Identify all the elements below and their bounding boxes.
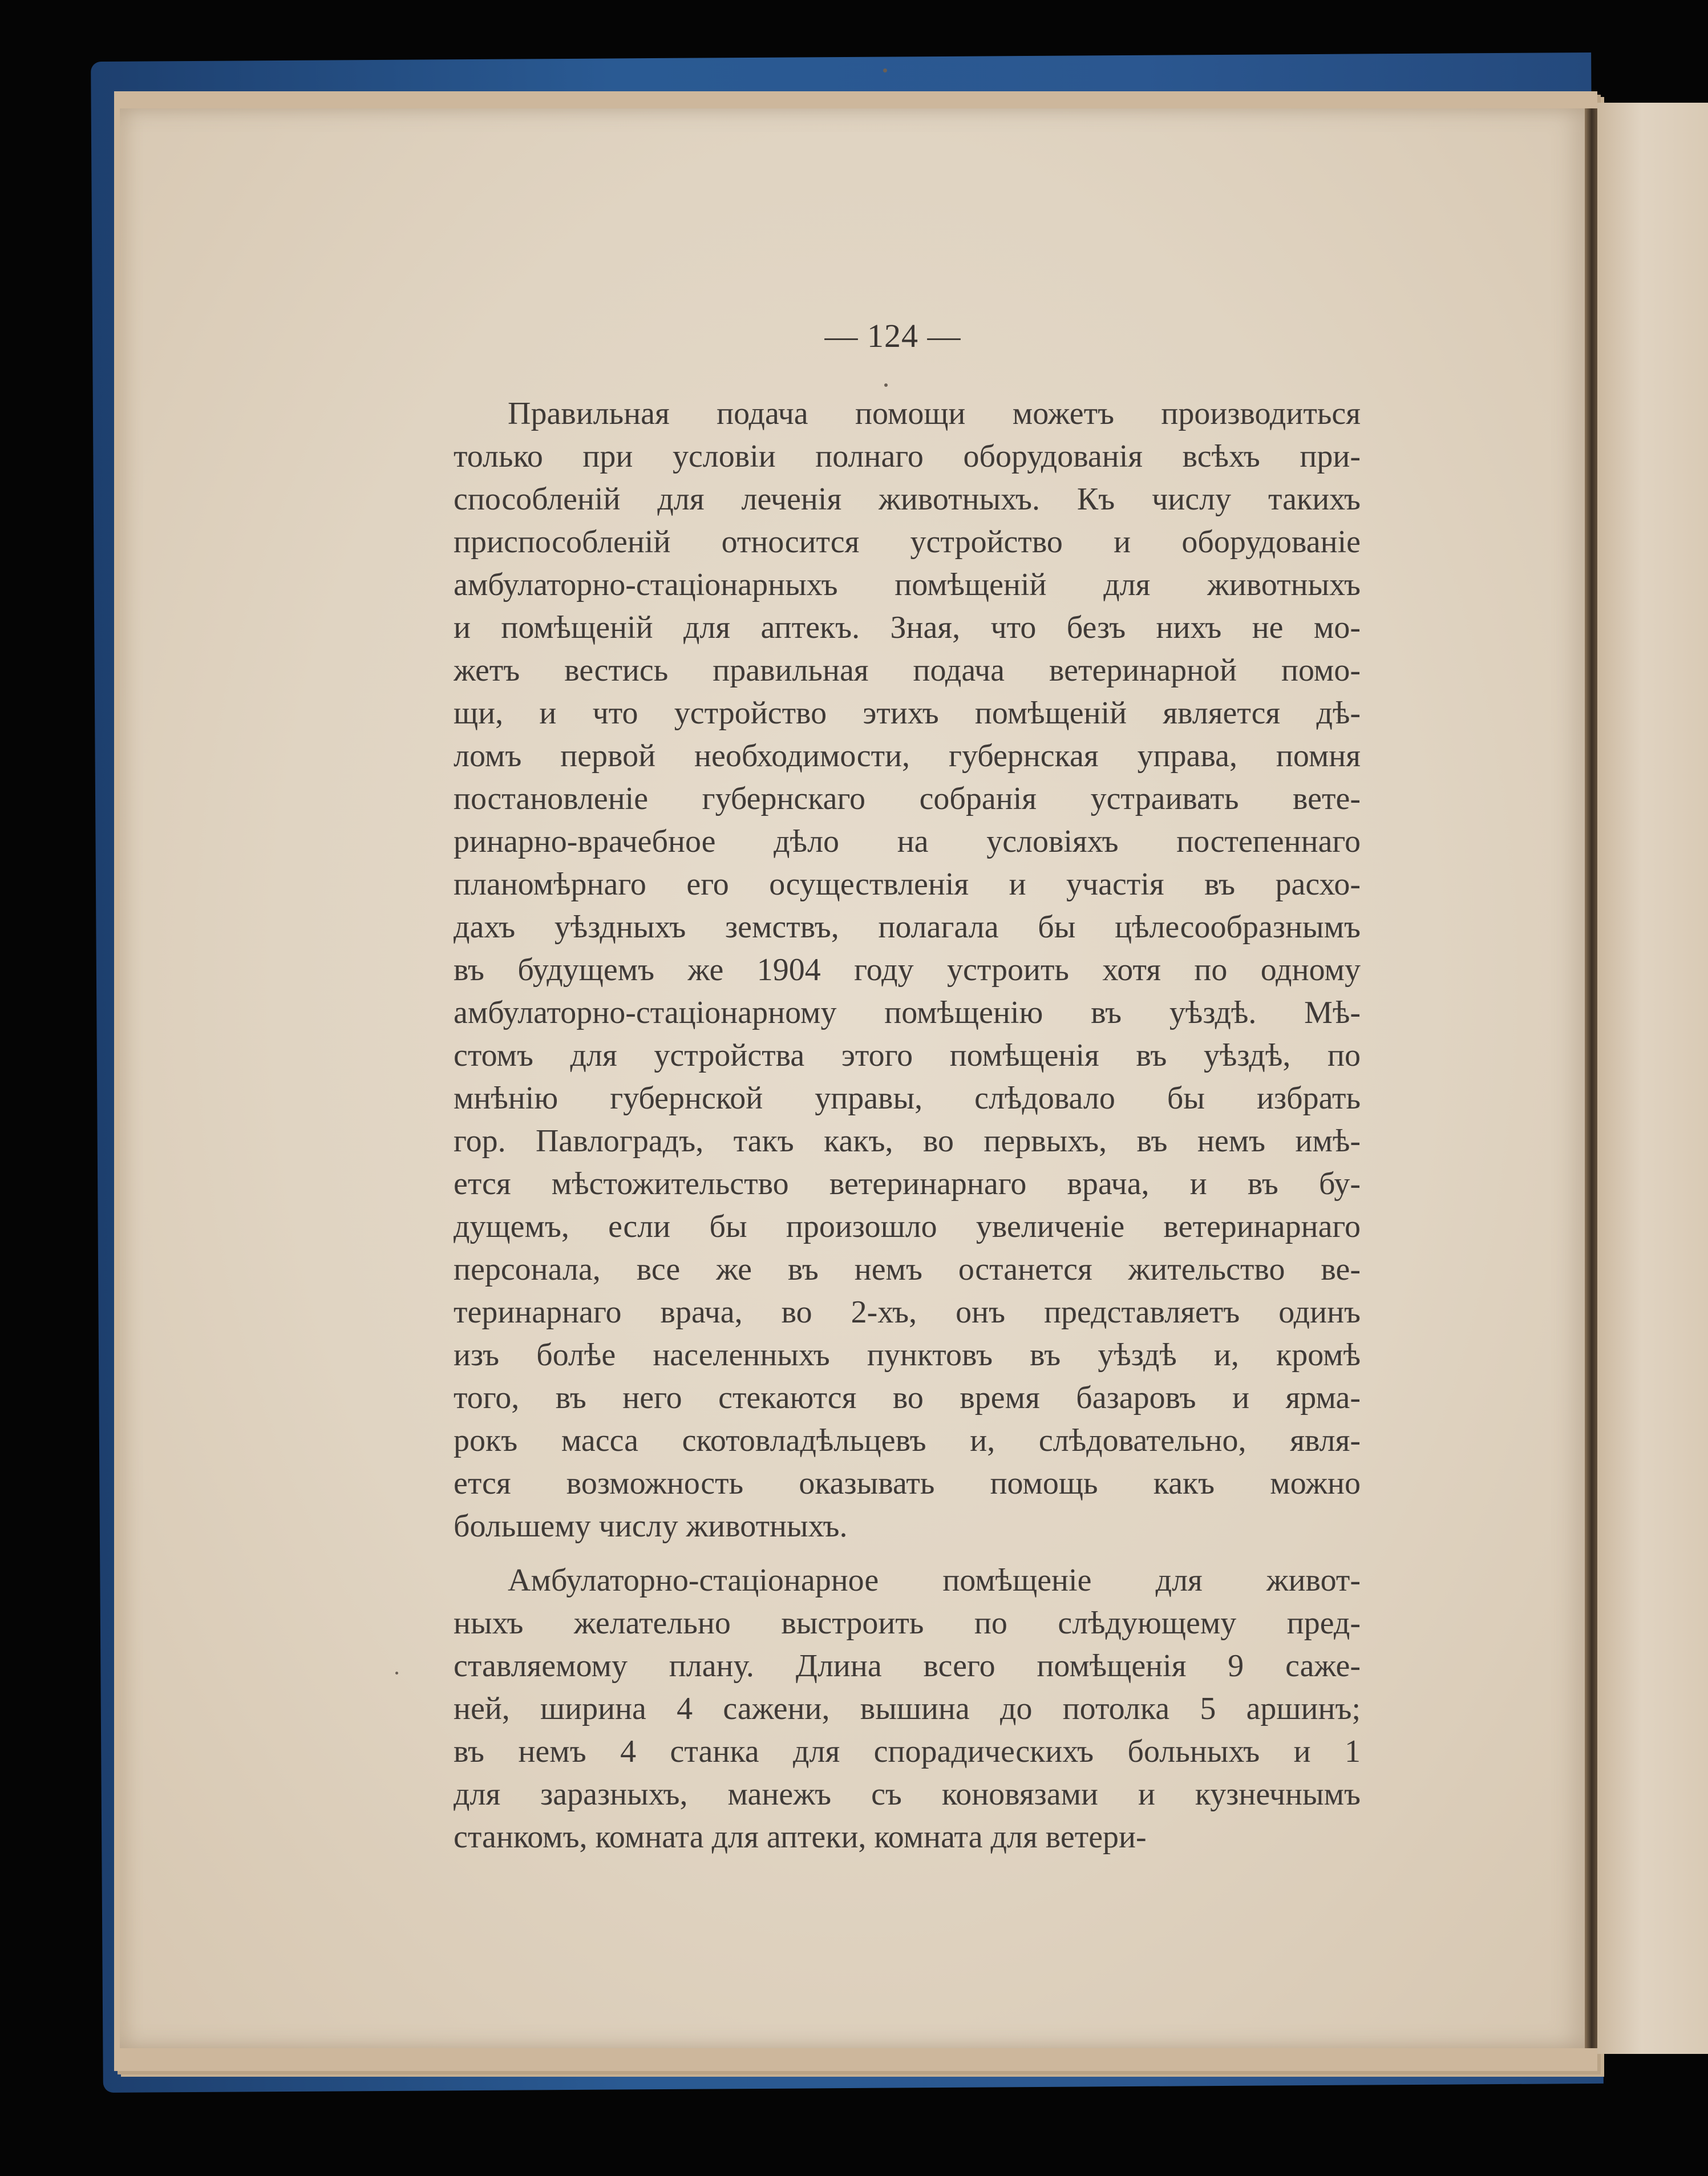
text-line: и помѣщеній для аптекъ. Зная, что безъ нихъ не мо-	[454, 610, 1361, 645]
text-line: большему числу животныхъ.	[454, 1508, 848, 1544]
text-line: Правильная подача помощи можетъ производиться	[508, 396, 1361, 431]
text-line: персонала, все же въ немъ останется жительство ве-	[454, 1252, 1361, 1287]
text-line: жетъ вестись правильная подача ветеринарной помо-	[454, 653, 1361, 688]
text-line: стомъ для устройства этого помѣщенія въ уѣздѣ, по	[454, 1038, 1361, 1073]
text-line: станкомъ, комната для аптеки, комната для ветери-	[454, 1819, 1147, 1855]
book-gutter	[1585, 108, 1598, 2048]
text-line: планомѣрнаго его осуществленія и участія въ расхо-	[454, 867, 1361, 902]
text-line: способленій для леченія животныхъ. Къ числу такихъ	[454, 482, 1361, 517]
text-line: ринарно-врачебное дѣло на условіяхъ постепеннаго	[454, 824, 1361, 859]
text-line: дахъ уѣздныхъ земствъ, полагала бы цѣлесообразнымъ	[454, 909, 1361, 945]
text-line: изъ болѣе населенныхъ пунктовъ въ уѣздѣ и, кромѣ	[454, 1337, 1361, 1373]
paragraph	[454, 393, 1361, 1548]
text-line: только при условіи полнаго оборудованія всѣхъ при-	[454, 439, 1361, 474]
text-line: въ будущемъ же 1904 году устроить хотя по одному	[454, 952, 1361, 988]
text-line: ней, ширина 4 сажени, вышина до потолка 5 аршинъ;	[454, 1691, 1361, 1726]
body-text	[454, 393, 1361, 1859]
text-line: амбулаторно-стаціонарному помѣщенію въ уѣздѣ. Мѣ-	[454, 995, 1361, 1030]
text-line: ется мѣстожительство ветеринарнаго врача, и въ бу-	[454, 1166, 1361, 1202]
dust-speck	[395, 1672, 398, 1675]
dust-speck	[884, 383, 888, 387]
text-line: ныхъ желательно выстроить по слѣдующему пред-	[454, 1605, 1361, 1641]
dust-speck	[883, 68, 887, 72]
text-line: теринарнаго врача, во 2-хъ, онъ представляетъ одинъ	[454, 1295, 1361, 1330]
text-line: для заразныхъ, манежъ съ коновязами и кузнечнымъ	[454, 1777, 1361, 1812]
text-line: ставляемому плану. Длина всего помѣщенія 9 саже-	[454, 1648, 1361, 1684]
text-line: амбулаторно-стаціонарныхъ помѣщеній для животныхъ	[454, 567, 1361, 602]
text-line: въ немъ 4 станка для спорадическихъ больныхъ и 1	[454, 1734, 1361, 1769]
text-line: приспособленій относится устройство и оборудованіе	[454, 524, 1361, 560]
text-line: ломъ первой необходимости, губернская управа, помня	[454, 738, 1361, 774]
text-line: рокъ масса скотовладѣльцевъ и, слѣдовательно, явля-	[454, 1423, 1361, 1458]
text-line: ется возможность оказывать помощь какъ можно	[454, 1466, 1361, 1501]
facing-page-edge	[1597, 103, 1708, 2054]
text-line: дущемъ, если бы произошло увеличеніе ветеринарнаго	[454, 1209, 1361, 1244]
text-line: щи, и что устройство этихъ помѣщеній является дѣ-	[454, 695, 1361, 731]
text-line: того, въ него стекаются во время базаровъ и ярма-	[454, 1380, 1361, 1415]
paragraph-gap	[454, 1548, 1361, 1559]
paragraph	[454, 1559, 1361, 1859]
text-line: Амбулаторно-стаціонарное помѣщеніе для живот-	[508, 1563, 1361, 1598]
text-line: мнѣнію губернской управы, слѣдовало бы избрать	[454, 1081, 1361, 1116]
text-line: постановленіе губернскаго собранія устраивать вете-	[454, 781, 1361, 816]
page-number: — 124 —	[824, 317, 961, 354]
text-line: гор. Павлоградъ, такъ какъ, во первыхъ, въ немъ имѣ-	[454, 1123, 1361, 1159]
